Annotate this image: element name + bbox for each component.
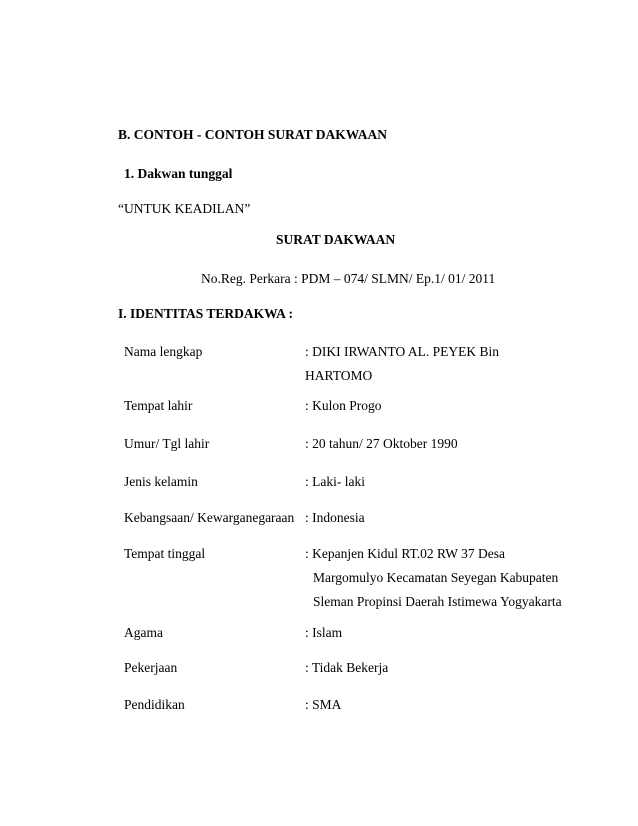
gender-label: Jenis kelamin [124,474,198,489]
document-title: SURAT DAKWAAN [276,232,396,247]
name-label: Nama lengkap [124,344,203,359]
occupation-label: Pekerjaan [124,660,178,675]
residence-label: Tempat tinggal [124,546,206,561]
subheading: 1. Dakwan tunggal [124,166,233,181]
residence-value [305,542,575,614]
name-value-line2: HARTOMO [305,368,373,383]
register-number: No.Reg. Perkara : PDM – 074/ SLMN/ Ep.1/ 01/ 2011 [201,271,496,286]
age-dob-value: : 20 tahun/ 27 Oktober 1990 [305,436,458,451]
residence-value-line1: : Kepanjen Kidul RT.02 RW 37 Desa [305,546,506,561]
religion-label: Agama [124,625,163,640]
gender-value: : Laki- laki [305,474,365,489]
motto: “UNTUK KEADILAN” [118,201,251,216]
age-dob-label: Umur/ Tgl lahir [124,436,210,451]
name-value [305,340,575,388]
birthplace-label: Tempat lahir [124,398,193,413]
religion-value: : Islam [305,625,343,640]
education-label: Pendidikan [124,697,185,712]
residence-value-line3: Sleman Propinsi Daerah Istimewa Yogyakarta [313,594,562,609]
nationality-value: : Indonesia [305,510,365,525]
name-value-line1: : DIKI IRWANTO AL. PEYEK Bin [305,344,499,359]
occupation-value: : Tidak Bekerja [305,660,389,675]
education-value: : SMA [305,697,342,712]
section-heading: B. CONTOH - CONTOH SURAT DAKWAAN [118,127,388,142]
birthplace-value: : Kulon Progo [305,398,382,413]
nationality-label: Kebangsaan/ Kewarganegaraan [124,510,295,525]
identity-heading: I. IDENTITAS TERDAKWA : [118,306,294,321]
residence-value-line2: Margomulyo Kecamatan Seyegan Kabupaten [313,570,559,585]
